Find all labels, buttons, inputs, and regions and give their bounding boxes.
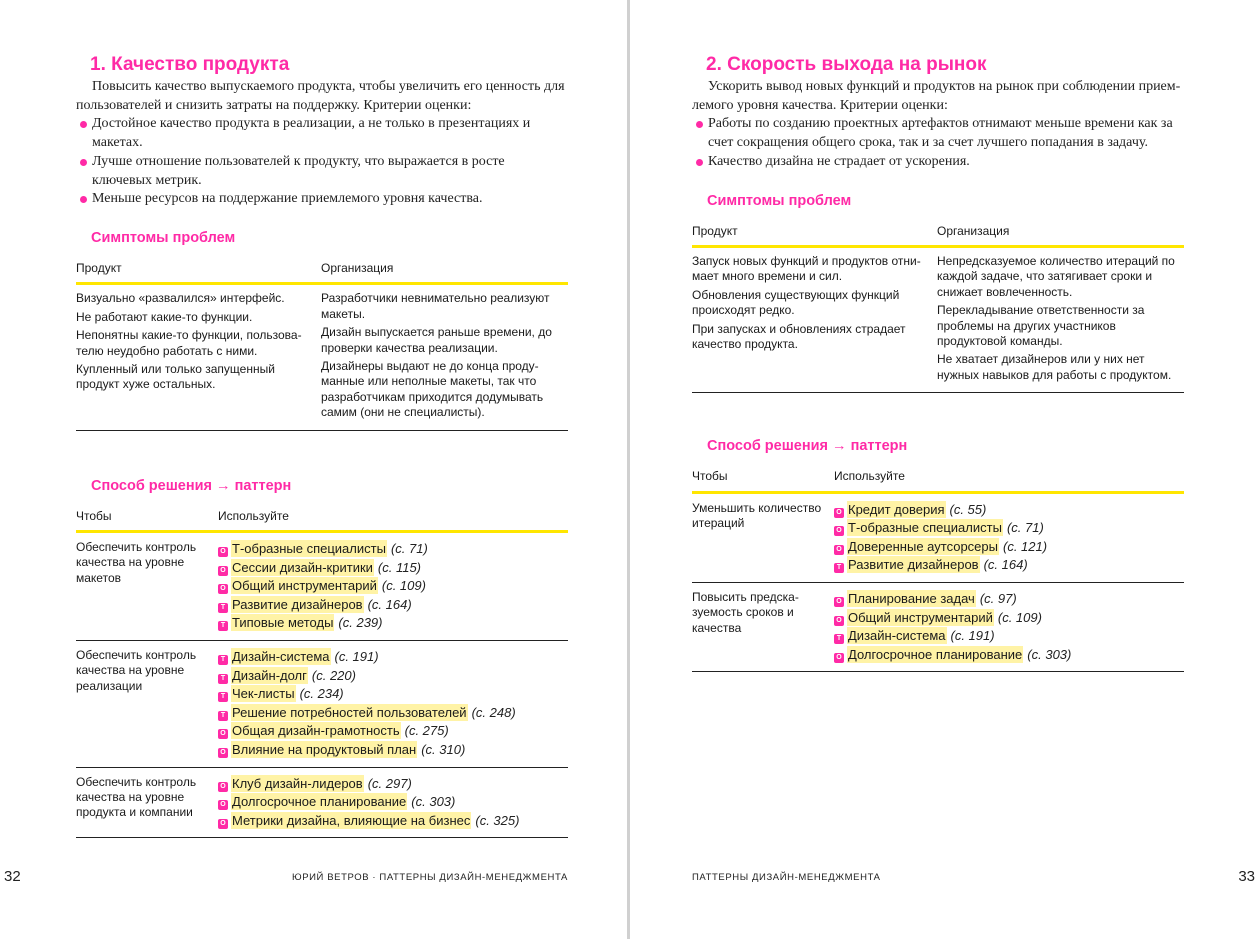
- right-page: [630, 0, 1259, 939]
- page-ref: (с. 109): [997, 609, 1042, 625]
- symptom-item: При запусках и обновлениях страдает качество продукта.: [692, 321, 906, 351]
- symptom-item: Непредсказуемое количество итераций по каждой задаче, что затягивает сроки и снижает вовлеченность.: [937, 253, 1175, 299]
- symptoms-org-cell: [321, 284, 568, 430]
- left-content: [76, 54, 568, 838]
- pattern-name: Сессии дизайн-критики: [232, 559, 373, 575]
- pattern-type-icon: O: [834, 526, 844, 536]
- page-ref: (с. 191): [950, 628, 995, 644]
- page-ref: (с. 325): [475, 812, 520, 828]
- pattern-link[interactable]: [218, 741, 568, 760]
- solution-row: [692, 582, 1184, 671]
- pattern-name: Долгосрочное планирование: [848, 646, 1023, 662]
- pattern-type-icon: T: [218, 655, 228, 665]
- symptom-item: Непонятны какие-то функции, пользова-телю неудобно работать с ними.: [76, 328, 302, 358]
- pattern-type-icon: O: [834, 597, 844, 607]
- symptoms-heading: Симптомы проблем: [91, 229, 236, 246]
- pattern-name: Общая дизайн-грамотность: [232, 723, 400, 739]
- page-ref: (с. 71): [1006, 520, 1044, 536]
- page-ref: (с. 115): [377, 559, 422, 575]
- pattern-name: Кредит доверия: [848, 501, 945, 517]
- section-title: 1. Качество продукта: [90, 54, 290, 75]
- pattern-name: Дизайн-система: [848, 628, 946, 644]
- criteria-bullet: Лучше отношение пользователей к продукту, что выражается в росте ключевых метрик.: [76, 153, 568, 190]
- pattern-type-icon: O: [218, 800, 228, 810]
- page-ref: (с. 97): [979, 590, 1017, 606]
- pattern-link[interactable]: [218, 596, 568, 615]
- symptom-item: Купленный или только запущенный продукт хуже остальных.: [76, 361, 275, 392]
- symptom-item: Обновления существующих функций происходят редко.: [692, 287, 900, 318]
- pattern-name: Т-образные специалисты: [232, 540, 386, 556]
- pattern-type-icon: T: [834, 563, 844, 573]
- symptom-item: Дизайнеры выдают не до конца проду-манные или неполные макеты, так что разработчикам приходится додумывать самим (они не специалисты).: [321, 358, 544, 420]
- column-header: Чтобы: [76, 509, 218, 532]
- pattern-link[interactable]: [218, 722, 568, 741]
- symptoms-product-cell: [76, 284, 321, 430]
- column-header: Используйте: [218, 509, 568, 532]
- pattern-list: [218, 640, 568, 767]
- left-page: [0, 0, 628, 939]
- right-content: [692, 54, 1184, 672]
- intro-text: [692, 78, 1184, 172]
- pattern-name: Общий инструментарий: [848, 609, 993, 625]
- pattern-name: Дизайн-долг: [232, 667, 307, 683]
- symptoms-table: [692, 224, 1184, 394]
- pattern-name: Общий инструментарий: [232, 578, 377, 594]
- pattern-link[interactable]: [834, 646, 1184, 665]
- pattern-type-icon: O: [834, 545, 844, 555]
- symptom-item: Не работают какие-то функции.: [76, 309, 253, 324]
- pattern-name: Развитие дизайнеров: [848, 557, 979, 573]
- pattern-type-icon: O: [218, 748, 228, 758]
- pattern-name: Долгосрочное планирование: [232, 794, 407, 810]
- solution-goal: Повысить предска-зуемость сроков и качества: [692, 582, 834, 671]
- pattern-link[interactable]: [218, 704, 568, 723]
- symptoms-heading: Симптомы проблем: [707, 192, 852, 209]
- pattern-type-icon: O: [218, 584, 228, 594]
- solution-goal: Обеспечить контроль качества на уровне макетов: [76, 531, 218, 640]
- pattern-name: Метрики дизайна, влияющие на бизнес: [232, 812, 471, 828]
- pattern-link[interactable]: [218, 812, 568, 831]
- running-head: ЮРИЙ ВЕТРОВ · ПАТТЕРНЫ ДИЗАЙН-МЕНЕДЖМЕНТА: [292, 872, 568, 883]
- pattern-type-icon: O: [218, 547, 228, 557]
- solution-goal: Обеспечить контроль качества на уровне реализации: [76, 640, 218, 767]
- solution-goal: Уменьшить количество итераций: [692, 492, 834, 582]
- intro-text: [76, 78, 568, 209]
- pattern-type-icon: T: [218, 692, 228, 702]
- pattern-list: [834, 582, 1184, 671]
- pattern-link[interactable]: [218, 577, 568, 596]
- pattern-link[interactable]: [834, 538, 1184, 557]
- pattern-name: Влияние на продуктовый план: [232, 741, 417, 757]
- pattern-name: Дизайн-система: [232, 648, 330, 664]
- page-ref: (с. 109): [381, 578, 426, 594]
- symptom-item: Перекладывание ответственности за проблемы на других участников продуктовой команды.: [937, 303, 1145, 348]
- symptom-item: Визуально «развалился» интерфейс.: [76, 291, 285, 306]
- pattern-name: Типовые методы: [232, 615, 334, 631]
- pattern-type-icon: O: [218, 566, 228, 576]
- pattern-link[interactable]: [218, 540, 568, 559]
- pattern-type-icon: O: [218, 729, 228, 739]
- page-ref: (с. 71): [390, 540, 428, 556]
- pattern-type-icon: O: [218, 819, 228, 829]
- symptoms-org-cell: [937, 246, 1184, 392]
- pattern-list: [834, 492, 1184, 582]
- page-ref: (с. 248): [471, 704, 516, 720]
- pattern-name: Клуб дизайн-лидеров: [232, 775, 363, 791]
- column-header: Продукт: [76, 261, 321, 284]
- pattern-link[interactable]: [834, 519, 1184, 538]
- solution-table: [692, 469, 1184, 672]
- pattern-type-icon: O: [834, 508, 844, 518]
- page-ref: (с. 310): [421, 741, 466, 757]
- criteria-bullet: Достойное качество продукта в реализации, а не только в презентациях и макетах.: [76, 115, 568, 152]
- page-ref: (с. 239): [338, 615, 383, 631]
- intro-lead: Ускорить вывод новых функций и продуктов на рынок при соблюдении прием-лемого уровня качества. Критерии оценки:: [692, 79, 1181, 113]
- pattern-link[interactable]: [834, 501, 1184, 520]
- criteria-bullet: Меньше ресурсов на поддержание приемлемого уровня качества.: [76, 190, 568, 209]
- pattern-link[interactable]: [834, 590, 1184, 609]
- pattern-type-icon: O: [218, 782, 228, 792]
- page-ref: (с. 303): [411, 794, 456, 810]
- page-ref: (с. 191): [334, 648, 379, 664]
- intro-lead: Повысить качество выпускаемого продукта, чтобы увеличить его ценность для пользователей и снизить затраты на поддержку. Критерии оценки:: [76, 79, 565, 113]
- page-number: 32: [4, 868, 21, 885]
- solution-heading: Способ решения → паттерн: [91, 477, 292, 494]
- page-ref: (с. 220): [311, 667, 356, 683]
- criteria-bullet: Работы по созданию проектных артефактов отнимают меньше времени как за счет сокращения общего срока, так и за счет лучшего попадания в задачу.: [692, 115, 1184, 152]
- page-ref: (с. 234): [299, 686, 344, 702]
- pattern-type-icon: T: [218, 674, 228, 684]
- pattern-link[interactable]: [218, 667, 568, 686]
- column-header: Организация: [321, 261, 568, 284]
- pattern-link[interactable]: [218, 648, 568, 667]
- solution-row: [76, 767, 568, 838]
- pattern-link[interactable]: [834, 609, 1184, 628]
- pattern-name: Планирование задач: [848, 590, 975, 606]
- page-ref: (с. 297): [367, 775, 412, 791]
- page-number: 33: [1238, 868, 1255, 885]
- pattern-name: Развитие дизайнеров: [232, 596, 363, 612]
- pattern-link[interactable]: [834, 627, 1184, 646]
- pattern-type-icon: O: [834, 653, 844, 663]
- pattern-link[interactable]: [218, 793, 568, 812]
- pattern-type-icon: T: [218, 603, 228, 613]
- pattern-list: [218, 767, 568, 838]
- section-title: 2. Скорость выхода на рынок: [706, 54, 987, 75]
- symptom-item: Запуск новых функций и продуктов отни-мает много времени и сил.: [692, 253, 921, 284]
- column-header: Чтобы: [692, 469, 834, 492]
- symptom-item: Дизайн выпускается раньше времени, до проверки качества реализации.: [321, 325, 552, 355]
- page-ref: (с. 55): [949, 501, 987, 517]
- solution-row: [76, 640, 568, 767]
- column-header: Организация: [937, 224, 1184, 247]
- solution-heading: Способ решения → паттерн: [707, 438, 908, 455]
- symptoms-product-cell: [692, 246, 937, 392]
- solution-goal: Обеспечить контроль качества на уровне продукта и компании: [76, 767, 218, 838]
- column-header: Используйте: [834, 469, 1184, 492]
- pattern-type-icon: T: [218, 711, 228, 721]
- pattern-link[interactable]: [218, 685, 568, 704]
- pattern-name: Т-образные специалисты: [848, 520, 1002, 536]
- pattern-name: Решение потребностей пользователей: [232, 704, 467, 720]
- column-header: Продукт: [692, 224, 937, 247]
- pattern-link[interactable]: [218, 775, 568, 794]
- pattern-link[interactable]: [218, 614, 568, 633]
- pattern-type-icon: T: [834, 634, 844, 644]
- pattern-type-icon: T: [218, 621, 228, 631]
- pattern-type-icon: O: [834, 616, 844, 626]
- pattern-name: Доверенные аутсорсеры: [848, 538, 998, 554]
- symptom-item: Не хватает дизайнеров или у них нет нужных навыков для работы с продуктом.: [937, 352, 1172, 382]
- solution-row: [76, 531, 568, 640]
- page-ref: (с. 121): [1002, 538, 1048, 554]
- symptoms-table: [76, 261, 568, 431]
- pattern-list: [218, 531, 568, 640]
- criteria-bullet: Качество дизайна не страдает от ускорения.: [692, 153, 1184, 172]
- solution-table: [76, 509, 568, 839]
- pattern-name: Чек-листы: [232, 686, 295, 702]
- symptom-item: Разработчики невнимательно реализуют макеты.: [321, 291, 550, 321]
- running-head: ПАТТЕРНЫ ДИЗАЙН-МЕНЕДЖМЕНТА: [692, 872, 881, 883]
- page-ref: (с. 303): [1027, 646, 1072, 662]
- page-ref: (с. 275): [404, 723, 449, 739]
- page-ref: (с. 164): [367, 596, 412, 612]
- pattern-link[interactable]: [834, 556, 1184, 575]
- page-ref: (с. 164): [983, 557, 1028, 573]
- solution-row: [692, 492, 1184, 582]
- pattern-link[interactable]: [218, 559, 568, 578]
